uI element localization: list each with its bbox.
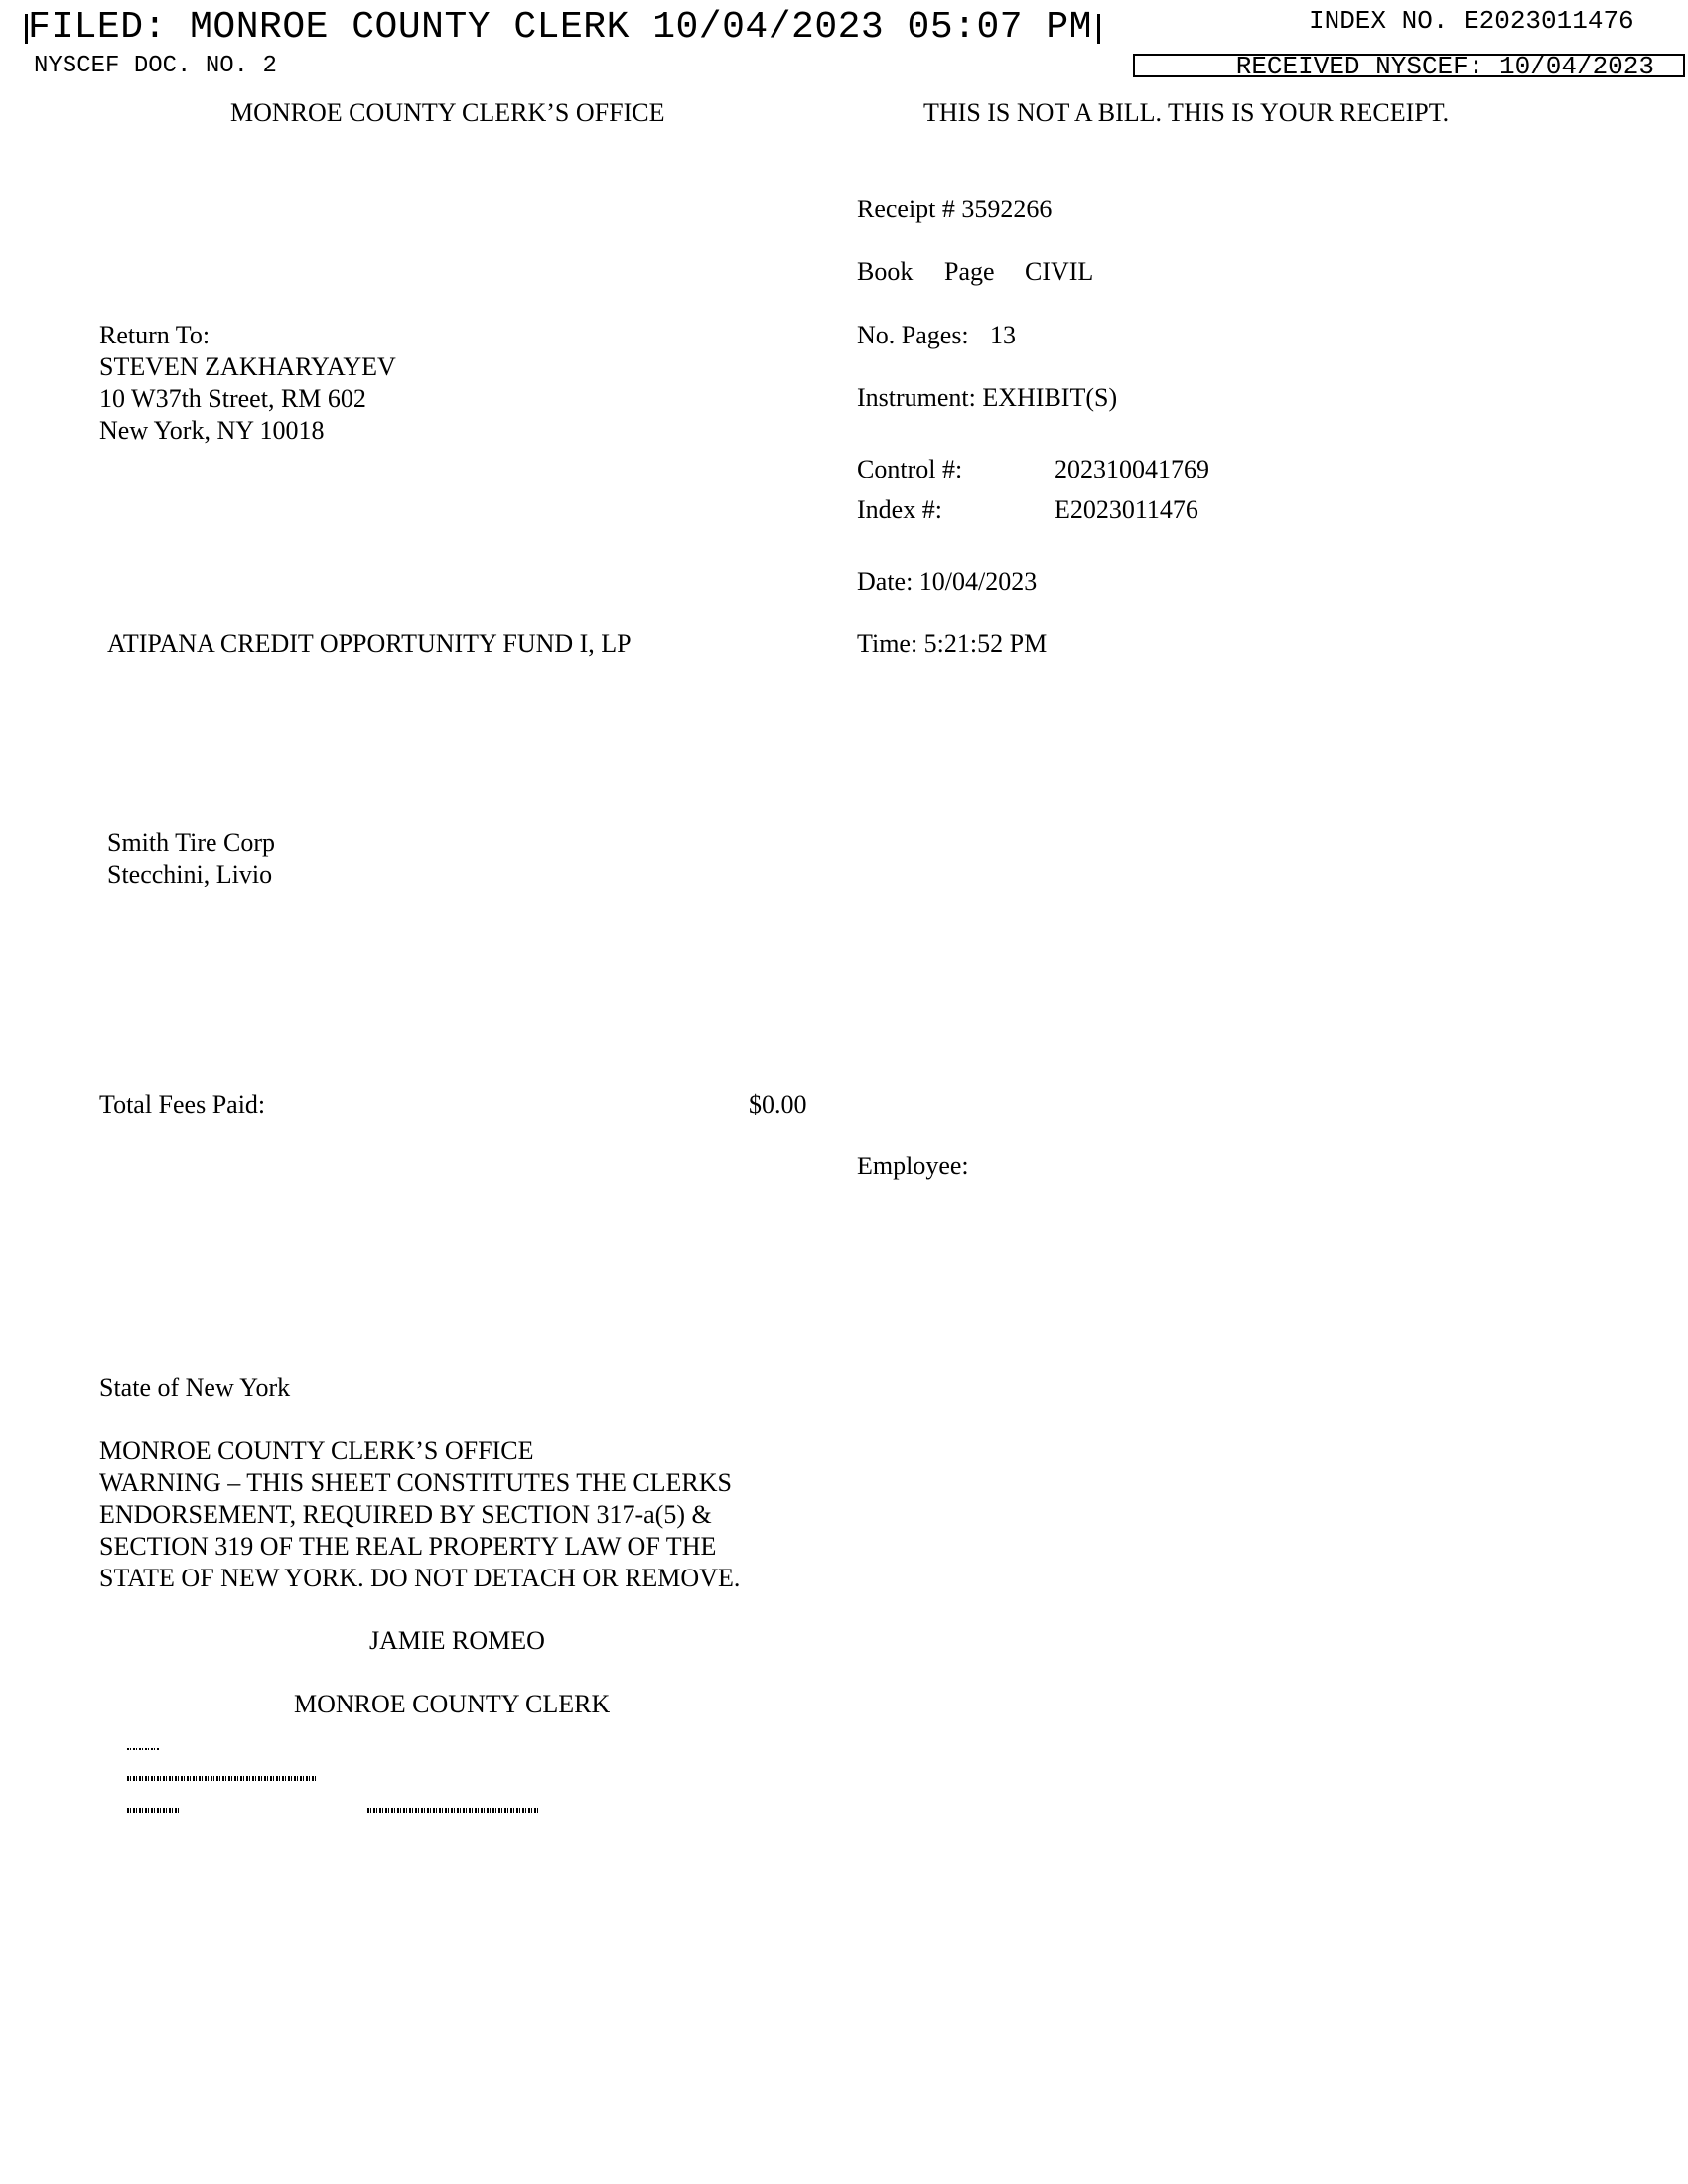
book-type: CIVIL	[1025, 257, 1094, 286]
filed-stamp	[28, 6, 1092, 50]
index-label: Index #:	[857, 495, 942, 524]
fees-label: Total Fees Paid:	[99, 1090, 266, 1119]
barcode-row	[127, 1808, 179, 1813]
page-label: Page	[944, 257, 995, 286]
defendant-item: Stecchini, Livio	[107, 860, 273, 888]
index-number: INDEX NO. E2023011476	[1309, 6, 1634, 36]
state-label: State of New York	[99, 1373, 291, 1402]
warning-line: WARNING – THIS SHEET CONSTITUTES THE CLERKS	[99, 1468, 733, 1497]
warning-line: MONROE COUNTY CLERK’S OFFICE	[99, 1436, 534, 1465]
return-to-label: Return To:	[99, 321, 211, 349]
receipt-date: Date: 10/04/2023	[857, 567, 1038, 596]
index-value: E2023011476	[1055, 495, 1198, 524]
return-to-name: STEVEN ZAKHARYAYEV	[99, 352, 396, 381]
warning-block	[99, 1435, 740, 1594]
control-value: 202310041769	[1055, 455, 1209, 483]
clerk-name: JAMIE ROMEO	[369, 1626, 545, 1655]
office-title: MONROE COUNTY CLERK’S OFFICE	[230, 98, 665, 127]
plaintiff-name: ATIPANA CREDIT OPPORTUNITY FUND I, LP	[107, 629, 632, 658]
defendant-item: Smith Tire Corp	[107, 828, 276, 857]
barcode-row	[127, 1776, 316, 1781]
defendants-list	[107, 827, 275, 890]
barcode-row	[367, 1808, 538, 1813]
receipt-time: Time: 5:21:52 PM	[857, 629, 1048, 658]
barcode-row	[127, 1748, 159, 1750]
warning-line: SECTION 319 OF THE REAL PROPERTY LAW OF THE	[99, 1532, 717, 1561]
employee-label: Employee:	[857, 1152, 969, 1180]
no-pages-value: 13	[990, 321, 1016, 349]
stamp-bar-right	[1097, 14, 1100, 44]
return-to-address	[99, 320, 396, 447]
instrument: Instrument: EXHIBIT(S)	[857, 383, 1118, 412]
return-to-city: New York, NY 10018	[99, 416, 325, 445]
barcode-marks	[127, 1742, 538, 1817]
warning-line: STATE OF NEW YORK. DO NOT DETACH OR REMOVE.	[99, 1564, 741, 1592]
receipt-number: Receipt # 3592266	[857, 195, 1053, 223]
received-date: RECEIVED NYSCEF: 10/04/2023	[1235, 52, 1654, 81]
doc-number: NYSCEF DOC. NO. 2	[34, 53, 277, 79]
clerk-title: MONROE COUNTY CLERK	[294, 1690, 611, 1718]
fees-value: $0.00	[749, 1090, 807, 1119]
book-label: Book	[857, 257, 914, 286]
warning-line: ENDORSEMENT, REQUIRED BY SECTION 317-a(5) &	[99, 1500, 712, 1529]
control-label: Control #:	[857, 455, 963, 483]
filed-text: FILED: MONROE COUNTY CLERK 10/04/2023 05:07 PM	[28, 6, 1092, 49]
no-pages-label: No. Pages:	[857, 321, 969, 349]
return-to-street: 10 W37th Street, RM 602	[99, 384, 366, 413]
not-bill-notice: THIS IS NOT A BILL. THIS IS YOUR RECEIPT.	[923, 98, 1450, 127]
stamp-bar-left	[25, 14, 28, 44]
